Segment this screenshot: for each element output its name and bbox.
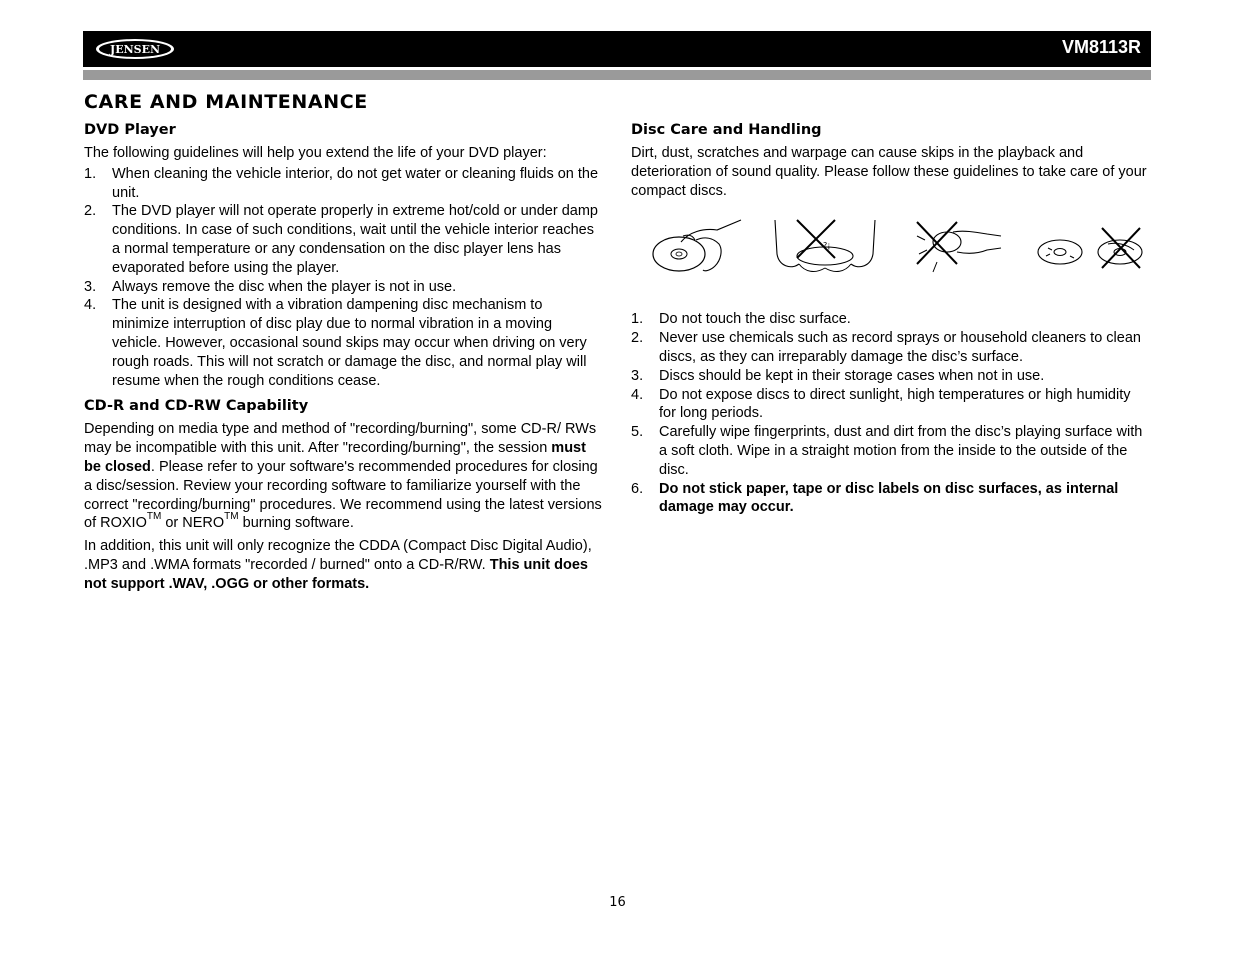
list-item: 4. Do not expose discs to direct sunlight, high temperatures or high humidity for long periods. xyxy=(631,386,1131,422)
disc-handling-icon xyxy=(641,214,746,278)
page-number: 16 xyxy=(609,895,626,910)
dvd-player-heading: DVD Player xyxy=(84,122,176,138)
dvd-player-intro: The following guidelines will help you extend the life of your DVD player: xyxy=(84,145,547,161)
list-item: 2. Never use chemicals such as record sprays or household cleaners to clean discs, as they can irreparably damage the disc’s surface. xyxy=(631,330,1141,365)
no-chemicals-icon xyxy=(771,214,879,278)
cdr-heading: CD-R and CD-RW Capability xyxy=(84,398,309,415)
header-rule xyxy=(83,70,1151,80)
svg-text:JENSEN: JENSEN xyxy=(109,43,161,56)
list-item: 1. When cleaning the vehicle interior, do not get water or cleaning fluids on the unit. xyxy=(84,165,599,201)
cdr-paragraph-2: In addition, this unit will only recognize the CDDA (Compact Disc Digital Audio), .MP3 and .WMA formats "recorded / burned" onto a CD-R/RW. This unit does not support .WAV, .OGG or other formats. xyxy=(84,538,592,592)
list-item: 2. The DVD player will not operate properly in extreme hot/cold or under damp conditions. In case of such conditions, wait until the vehicle interior reaches a normal temperature or any condensation on the disc player lens has evaporated before using the player. xyxy=(84,203,598,276)
page-title: CARE AND MAINTENANCE xyxy=(84,91,368,113)
model-name: VM8113R xyxy=(1061,37,1141,57)
dvd-player-list xyxy=(84,165,602,391)
left-column xyxy=(84,120,602,594)
cdr-paragraph-1: Depending on media type and method of "recording/burning", some CD-R/ RWs may be incompatible with this unit. After "recording/burning", the session must be closed. Please refer to your software's recommended procedures for closing a disc/session. Review your recording software to familiarize yourself with the correct "recording/burning" procedures. We recommend using the latest versions of ROXIO™ or NERO™ burning software. xyxy=(84,421,602,532)
list-item: 3. Discs should be kept in their storage cases when not in use. xyxy=(631,367,1045,384)
right-column xyxy=(631,120,1151,517)
list-item: 6. Do not stick paper, tape or disc labels on disc surfaces, as internal damage may occur. xyxy=(631,480,1119,516)
svg-text:?¡: ?¡ xyxy=(823,241,831,251)
disc-care-illustrations xyxy=(631,214,1151,306)
jensen-logo xyxy=(95,38,175,60)
disc-care-intro: Dirt, dust, scratches and warpage can cause skips in the playback and deterioration of sound quality. Please follow these guidelines to take care of your compact discs. xyxy=(631,145,1147,199)
no-bending-icon xyxy=(913,214,1003,278)
list-item: 1. Do not touch the disc surface. xyxy=(631,311,851,328)
list-item: 3. Always remove the disc when the player is not in use. xyxy=(84,278,457,295)
list-item: 5. Carefully wipe fingerprints, dust and dirt from the disc’s playing surface with a soft cloth. Wipe in a straight motion from the inside to the outside of the disc. xyxy=(631,424,1143,478)
header-bar xyxy=(83,31,1151,67)
wipe-direction-icon xyxy=(1036,214,1146,278)
disc-care-list xyxy=(631,310,1151,517)
disc-care-heading: Disc Care and Handling xyxy=(631,122,822,138)
list-item: 4. The unit is designed with a vibration dampening disc mechanism to minimize interruption of disc play due to normal vibration in a moving vehicle. However, occasional sound skips may occur when driving on very rough roads. This will not scratch or damage the disc, and normal play will resume when the rough conditions cease. xyxy=(84,297,587,389)
